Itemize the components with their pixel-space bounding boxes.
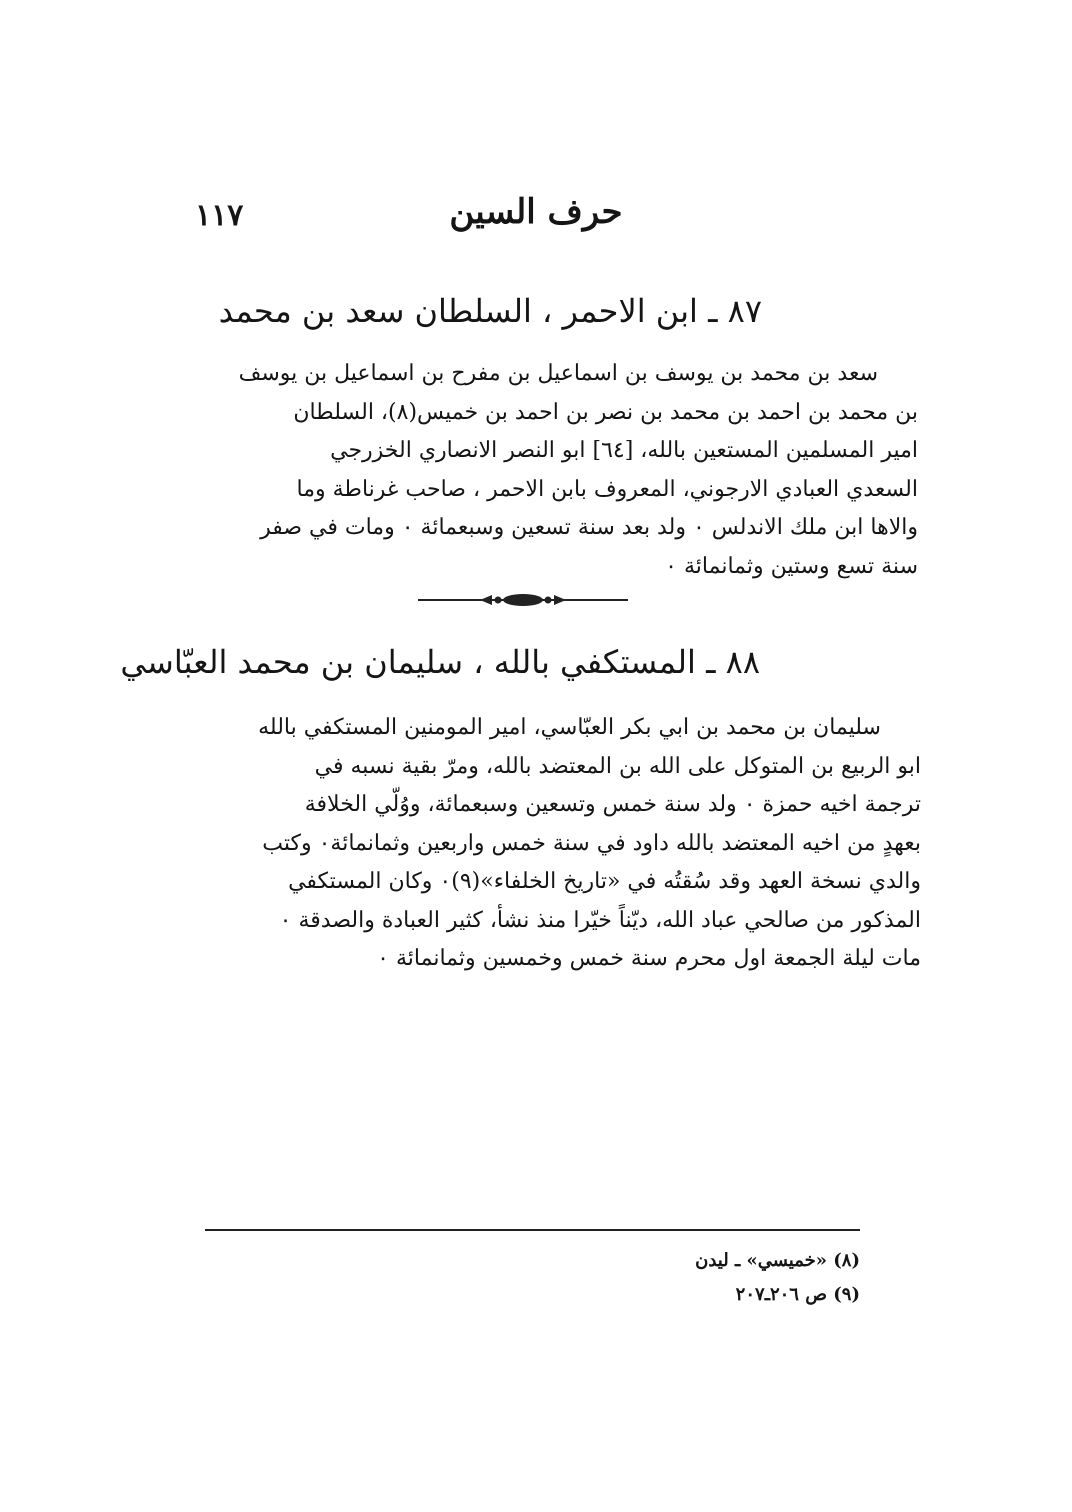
entry-88-line-6: المذكور من صالحي عباد الله، ديّناً خيّرا منذ نشأ، كثير العبادة والصدقة ٠ [279,907,921,933]
entry-87-title: ٨٧ ـ ابن الاحمر ، السلطان سعد بن محمد [218,292,762,330]
entry-88-line-4: بعهدٍ من اخيه المعتضد بالله داود في سنة خمس واربعين وثمانمائة٠ وكتب [262,830,921,856]
entry-88-body [186,709,921,979]
entry-88-line-2: ابو الربيع بن المتوكل على الله بن المعتضد بالله، ومرّ بقية نسبه في [314,753,921,779]
entry-87-line-1: سعد بن محمد بن يوسف بن اسماعيل بن مفرح بن اسماعيل بن يوسف [238,361,878,386]
entry-87-line-6: سنة تسع وستين وثمانمائة ٠ [665,553,918,579]
footnotes [695,1244,860,1312]
entry-88-title: ٨٨ ـ المستكفي بالله ، سليمان بن محمد العبّاسي [120,643,760,681]
entry-87-line-4: السعدي العبادي الارجوني، المعروف بابن الاحمر ، صاحب غرناطة وما [296,476,918,502]
entry-87-line-5: والاها ابن ملك الاندلس ٠ ولد بعد سنة تسعين وسبعمائة ٠ ومات في صفر [260,515,918,540]
running-title: حرف السين [449,192,623,232]
footnote-rule [205,1229,860,1231]
entry-88-line-1: سليمان بن محمد بن ابي بكر العبّاسي، امير المومنين المستكفي بالله [258,715,881,740]
section-ornament [418,592,628,608]
entry-87-line-2: بن محمد بن احمد بن محمد بن نصر بن احمد بن خميس(٨)، السلطان [293,399,918,425]
entry-87-body [192,355,918,586]
entry-87-line-3: امير المسلمين المستعين بالله، [٦٤] ابو النصر الانصاري الخزرجي [330,438,918,463]
footnote-8: (٨) «خميسي» ـ ليدن [695,1250,860,1271]
entry-88-line-7: مات ليلة الجمعة اول محرم سنة خمس وخمسين وثمانمائة ٠ [377,946,921,971]
entry-88-line-3: ترجمة اخيه حمزة ٠ ولد سنة خمس وتسعين وسبعمائة، ووُلّي الخلافة [304,792,921,817]
entry-88-line-5: والدي نسخة العهد وقد سُقتُه في «تاريخ الخلفاء»(٩)٠ وكان المستكفي [288,869,921,894]
footnote-9: (٩) ص ٢٠٦ـ٢٠٧ [735,1284,860,1305]
page-number: ١١٧ [195,198,244,233]
